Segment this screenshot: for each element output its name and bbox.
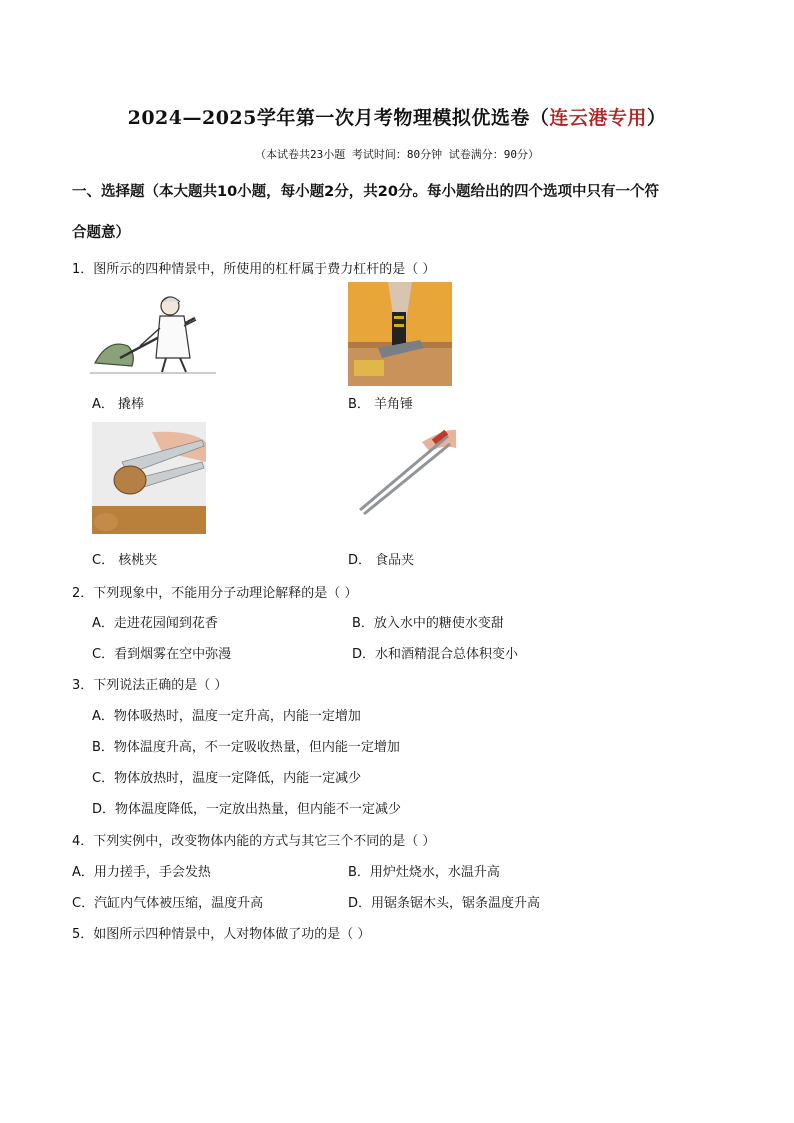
exam-title	[0, 103, 794, 130]
crowbar-image	[90, 288, 216, 376]
question-3-option-d: D．物体温度降低，一定放出热量，但内能不一定减少	[92, 802, 402, 817]
question-1-option-a: A． 撬棒	[92, 397, 145, 412]
exam-subtitle: （本试卷共23小题 考试时间：80分钟 试卷满分：90分）	[255, 148, 539, 161]
question-1-stem: 1．图所示的四种情景中，所使用的杠杆属于费力杠杆的是（ ）	[72, 262, 436, 277]
question-3-option-a: A．物体吸热时，温度一定升高，内能一定增加	[92, 709, 361, 724]
claw-hammer-image	[348, 282, 452, 386]
section-heading-line2: 合题意）	[72, 225, 130, 241]
question-4-stem: 4．下列实例中，改变物体内能的方式与其它三个不同的是（ ）	[72, 834, 436, 849]
question-4-option-a: A．用力搓手，手会发热	[72, 865, 211, 880]
question-2-stem: 2．下列现象中，不能用分子动理论解释的是（ ）	[72, 586, 358, 601]
question-3-option-b: B．物体温度升高，不一定吸收热量，但内能一定增加	[92, 740, 400, 755]
question-1-option-c: C． 核桃夹	[92, 553, 158, 568]
section-heading-line1: 一、选择题（本大题共10小题，每小题2分，共20分。每小题给出的四个选项中只有一个符	[72, 184, 659, 200]
question-2-option-d: D．水和酒精混合总体积变小	[352, 647, 519, 662]
title-paren-open: （	[529, 107, 550, 129]
question-3-stem: 3．下列说法正确的是（ ）	[72, 678, 228, 693]
question-4-option-c: C．汽缸内气体被压缩，温度升高	[72, 896, 264, 911]
nutcracker-image	[92, 422, 206, 534]
food-tongs-image	[352, 422, 458, 518]
question-1-option-b: B． 羊角锤	[348, 397, 414, 412]
question-3-option-c: C．物体放热时，温度一定降低，内能一定减少	[92, 771, 362, 786]
question-4-option-d: D．用锯条锯木头，锯条温度升高	[348, 896, 541, 911]
question-2-option-b: B．放入水中的糖使水变甜	[352, 616, 504, 631]
question-2-option-a: A．走进花园闻到花香	[92, 616, 218, 631]
title-highlight: 连云港专用	[549, 107, 647, 129]
question-2-option-c: C．看到烟雾在空中弥漫	[92, 647, 232, 662]
title-main: 2024—2025学年第一次月考物理模拟优选卷	[127, 107, 530, 129]
question-4-option-b: B．用炉灶烧水，水温升高	[348, 865, 500, 880]
question-5-stem: 5．如图所示四种情景中，人对物体做了功的是（ ）	[72, 927, 371, 942]
question-1-option-d: D． 食品夹	[348, 553, 415, 568]
title-paren-close: ）	[646, 107, 667, 129]
